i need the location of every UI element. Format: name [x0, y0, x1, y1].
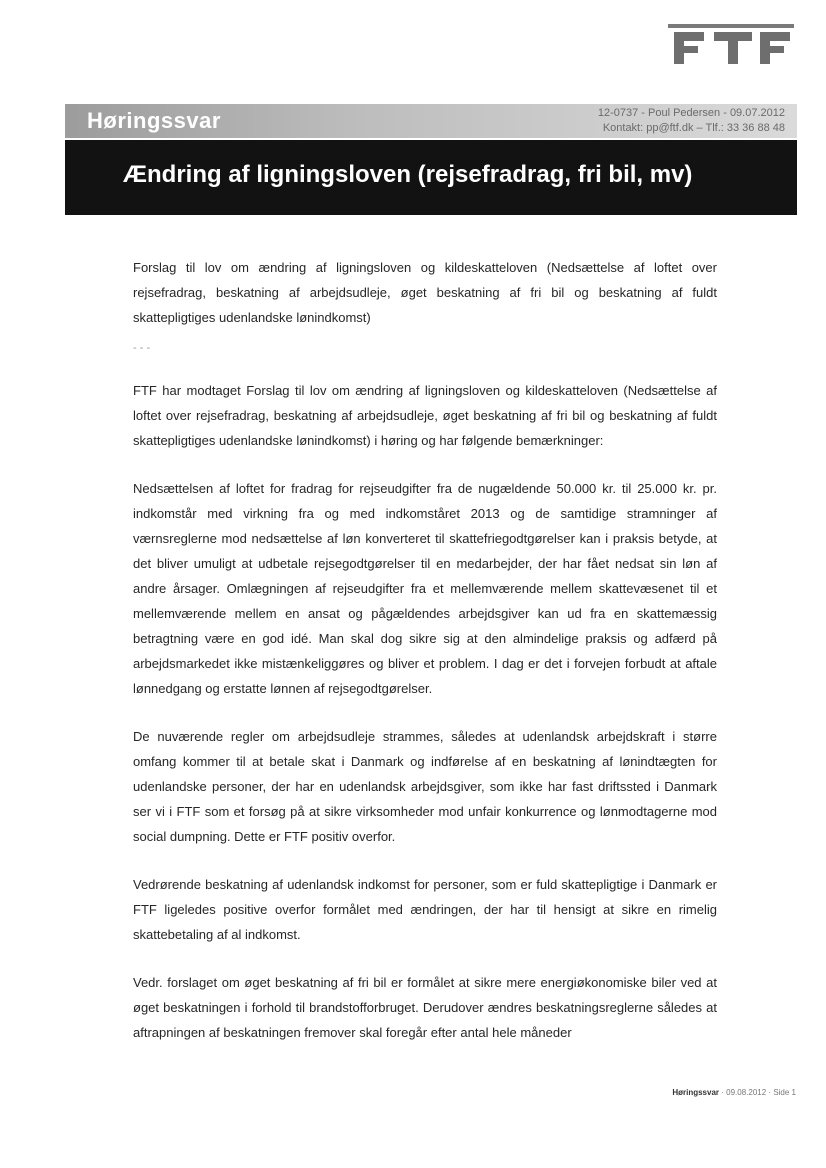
body-paragraph: De nuværende regler om arbejdsudleje strammes, således at udenlandsk arbejdskraft i større omfang kommer til at betale skat i Danmark og indførelse af en beskatning af lønindtægten for udenlandske personer, der har en udenlandsk arbejdsgiver, som ikke har fast driftssted i Danmark ser vi i FTF som et forsøg på at sikre virksomheder mod unfair konkurrence og lønmodtagerne mod social dumpning. Dette er FTF positiv overfor.	[133, 729, 717, 844]
intro-paragraph: Forslag til lov om ændring af ligningsloven og kildeskatteloven (Nedsættelse af loftet over rejsefradrag, beskatning af arbejdsudleje, øget beskatning af fri bil og beskatning af fuldt skattepligtiges udenlandske lønindkomst)	[133, 260, 717, 325]
header-meta	[598, 106, 785, 136]
reference-line: 12-0737 - Poul Pedersen - 09.07.2012	[597, 107, 785, 119]
body-paragraph: FTF har modtaget Forslag til lov om ændring af ligningsloven og kildeskatteloven (Nedsættelse af loftet over rejsefradrag, beskatning af arbejdsudleje, øget beskatning af fri bil og beskatning af fuldt skattepligtiges udenlandske lønindkomst) i høring og har følgende bemærkninger:	[133, 383, 717, 448]
ftf-logo	[668, 18, 796, 66]
footer-label: Høringssvar	[672, 1088, 720, 1097]
footer-date: 09.08.2012	[726, 1088, 767, 1097]
page-footer: Høringssvar · 09.08.2012 · Side 1	[672, 1088, 796, 1097]
footer-page: Side 1	[773, 1088, 796, 1097]
separator: - - -	[133, 342, 151, 354]
header-bar	[65, 104, 797, 138]
body-paragraph: Nedsættelsen af loftet for fradrag for rejseudgifter fra de nugældende 50.000 kr. til 25.000 kr. pr. indkomstår med virkning fra og med indkomståret 2013 og de samtidige stramninger af værnsreglerne mod nedsættelse af løn konverteret til skattefriegodtgørelser kan i praksis betyde, at det bliver umuligt at udbetale rejsegodtgørelser til en medarbejder, der har fået nedsat sin løn af andre årsager. Omlægningen af rejseudgifter fra et mellemværende mellem skattevæsenet til et mellemværende mellem en ansat og pågældendes arbejdsgiver kan ud fra en skattemæssig betragtning være en god idé. Man skal dog sikre sig at den almindelige praksis og adfærd på arbejdsmarkedet ikke mistænkeliggøres og bliver et problem. I dag er det i forvejen forbudt at aftale lønnedgang og erstatte lønnen af rejsegodtgørelser.	[133, 481, 717, 696]
document-type-label: Høringssvar	[87, 108, 221, 133]
body-paragraph: Vedrørende beskatning af udenlandsk indkomst for personer, som er fuld skattepligtige i Danmark er FTF ligeledes positive overfor formålet med ændringen, der har til hensigt at sikre en rimelig skattebetaling af al indkomst.	[133, 877, 717, 942]
title-bar	[65, 140, 797, 215]
document-body	[133, 255, 717, 1068]
document-title: Ændring af ligningsloven (rejsefradrag, fri bil, mv)	[123, 161, 693, 188]
body-paragraph: Vedr. forslaget om øget beskatning af fri bil er formålet at sikre mere energiøkonomiske biler ved at øget beskatningen i forhold til brandstofforbruget. Derudover ændres beskatningsreglerne således at aftrapningen af beskatningen fremover skal foregår efter antal hele måneder	[133, 975, 717, 1040]
contact-line: Kontakt: pp@ftf.dk – Tlf.: 33 36 88 48	[602, 122, 785, 134]
